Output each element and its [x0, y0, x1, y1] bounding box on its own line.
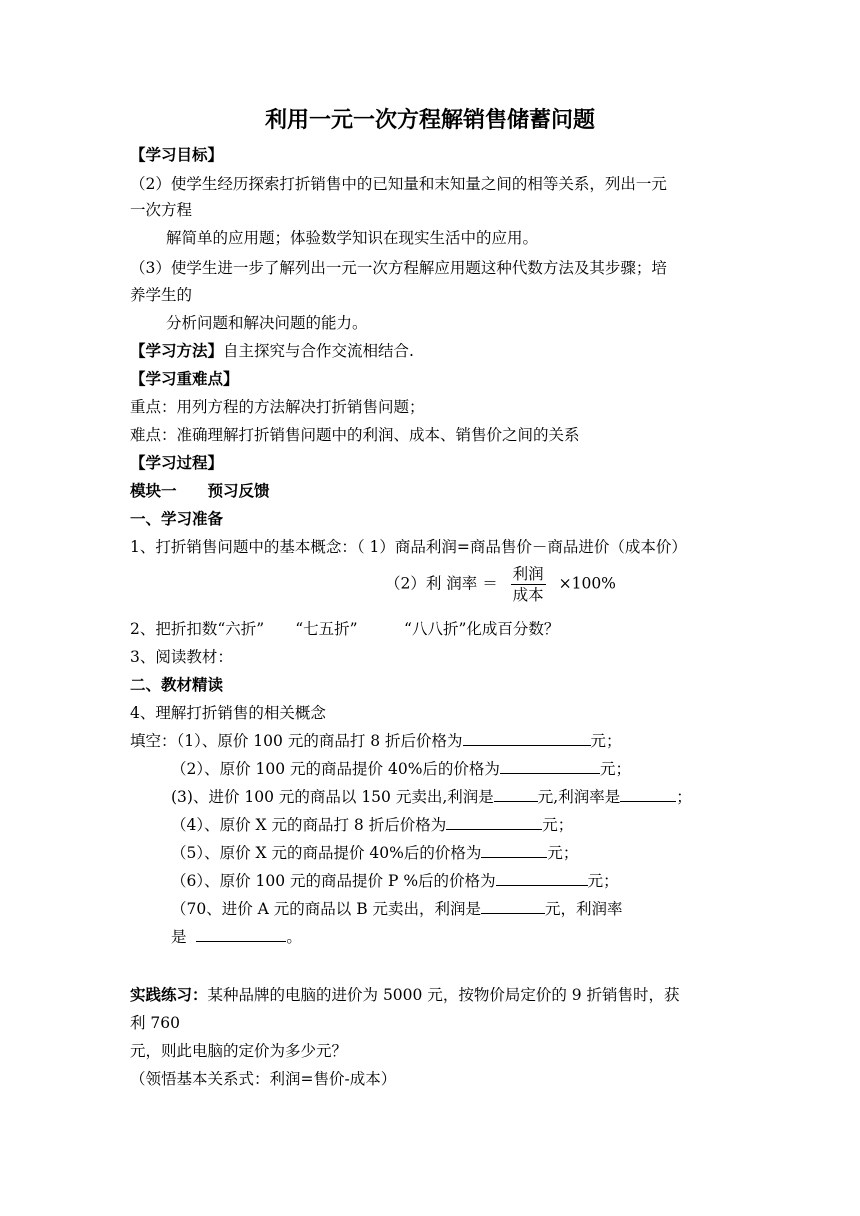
fill-4 [171, 815, 573, 835]
fill-3-end: ； [676, 788, 692, 806]
keypoints-heading: 【学习重难点】 [130, 370, 239, 388]
rate-multiplier: ×100% [558, 574, 616, 593]
page-title: 利用一元一次方程解销售储蓄问题 [264, 108, 595, 133]
question-4: 4、理解打折销售的相关概念 [130, 704, 326, 722]
fill-3-blank-b[interactable] [620, 787, 676, 802]
method-line [130, 341, 414, 361]
fill-3-text-a: (3)、进价 100 元的商品以 150 元卖出,利润是 [171, 788, 494, 806]
objective-2-line-b: 一次方程 [130, 201, 193, 219]
key-point: 重点：用列方程的方法解决打折销售问题； [130, 398, 425, 416]
fill-7-cont [171, 927, 302, 947]
fill-4-blank[interactable] [446, 815, 542, 830]
section-1-heading: 一、学习准备 [130, 510, 224, 528]
fill-2-unit: 元； [599, 760, 631, 778]
fill-1-unit: 元； [590, 732, 622, 750]
fill-7-text-b: 元，利润率 [545, 900, 623, 918]
fill-6-text: （6）、原价 100 元的商品提价 P %后的价格为 [171, 872, 496, 890]
fill-1-blank[interactable] [463, 731, 591, 746]
fill-3-blank-a[interactable] [494, 787, 538, 802]
objectives-heading: 【学习目标】 [130, 146, 224, 164]
fill-7-blank-a[interactable] [481, 899, 545, 914]
objective-2-line-c: 解简单的应用题；体验数学知识在现实生活中的应用。 [166, 229, 539, 247]
difficult-point: 难点：准确理解打折销售问题中的利润、成本、销售价之间的关系 [130, 426, 580, 444]
rate-fraction [511, 564, 546, 605]
fill-2-text: （2）、原价 100 元的商品提价 40%后的价格为 [171, 760, 500, 778]
question-2: 2、把折扣数“六折” “七五折” “八八折”化成百分数？ [130, 620, 560, 638]
fill-4-unit: 元； [542, 816, 574, 834]
section-2-heading: 二、教材精读 [130, 676, 224, 694]
practice-line-c: 元，则此电脑的定价为多少元？ [130, 1042, 348, 1060]
fill-7-blank-b[interactable] [196, 927, 286, 942]
fraction-numerator: 利润 [512, 565, 544, 583]
fill-4-text: （4）、原价 X 元的商品打 8 折后价格为 [171, 816, 447, 834]
process-heading: 【学习过程】 [130, 454, 224, 472]
practice-text-a: 某种品牌的电脑的进价为 5000 元，按物价局定价的 9 折销售时，获 [207, 986, 680, 1004]
fill-1-text: （1）、原价 100 元的商品打 8 折后价格为 [176, 732, 463, 750]
practice-line-a [130, 985, 680, 1005]
fill-5 [171, 843, 578, 863]
fill-3 [171, 787, 692, 807]
question-1: 1、打折销售问题中的基本概念：（ 1）商品利润=商品售价－商品进价（成本价） [130, 538, 687, 556]
fill-1 [130, 731, 622, 751]
method-text: 自主探究与合作交流相结合. [223, 342, 414, 360]
fill-5-unit: 元； [547, 844, 579, 862]
fill-7-end: 。 [286, 928, 302, 946]
method-label: 【学习方法】 [130, 342, 224, 360]
objective-3-line-a: （3）使学生进一步了解列出一元一次方程解应用题这种代数方法及其步骤；培 [130, 259, 667, 277]
objective-3-line-c: 分析问题和解决问题的能力。 [166, 314, 368, 332]
rate-label: （2）利 润率 ＝ [385, 574, 498, 593]
practice-hint: （领悟基本关系式：利润=售价-成本） [130, 1070, 397, 1088]
profit-rate-formula [385, 564, 616, 605]
fill-7-text-a: （70、进价 A 元的商品以 B 元卖出，利润是 [171, 900, 482, 918]
fill-6-unit: 元； [587, 872, 619, 890]
practice-label: 实践练习： [130, 986, 208, 1004]
fill-7-text-c: 是 [171, 928, 187, 946]
practice-line-b: 利 760 [130, 1014, 181, 1032]
question-3: 3、阅读教材： [130, 648, 233, 666]
fill-prefix: 填空： [130, 732, 177, 750]
fill-2 [171, 759, 631, 779]
module-heading: 模块一 预习反馈 [130, 482, 270, 500]
fill-6-blank[interactable] [496, 871, 588, 886]
fill-5-text: （5）、原价 X 元的商品提价 40%后的价格为 [171, 844, 482, 862]
fill-5-blank[interactable] [481, 843, 547, 858]
objective-2-line-a: （2）使学生经历探索打折销售中的已知量和末知量之间的相等关系，列出一元 [130, 175, 667, 193]
fill-6 [171, 871, 619, 891]
fraction-denominator: 成本 [512, 586, 544, 604]
fill-3-text-b: 元,利润率是 [537, 788, 621, 806]
fill-7 [171, 899, 623, 919]
fill-2-blank[interactable] [500, 759, 600, 774]
objective-3-line-b: 养学生的 [130, 286, 193, 304]
